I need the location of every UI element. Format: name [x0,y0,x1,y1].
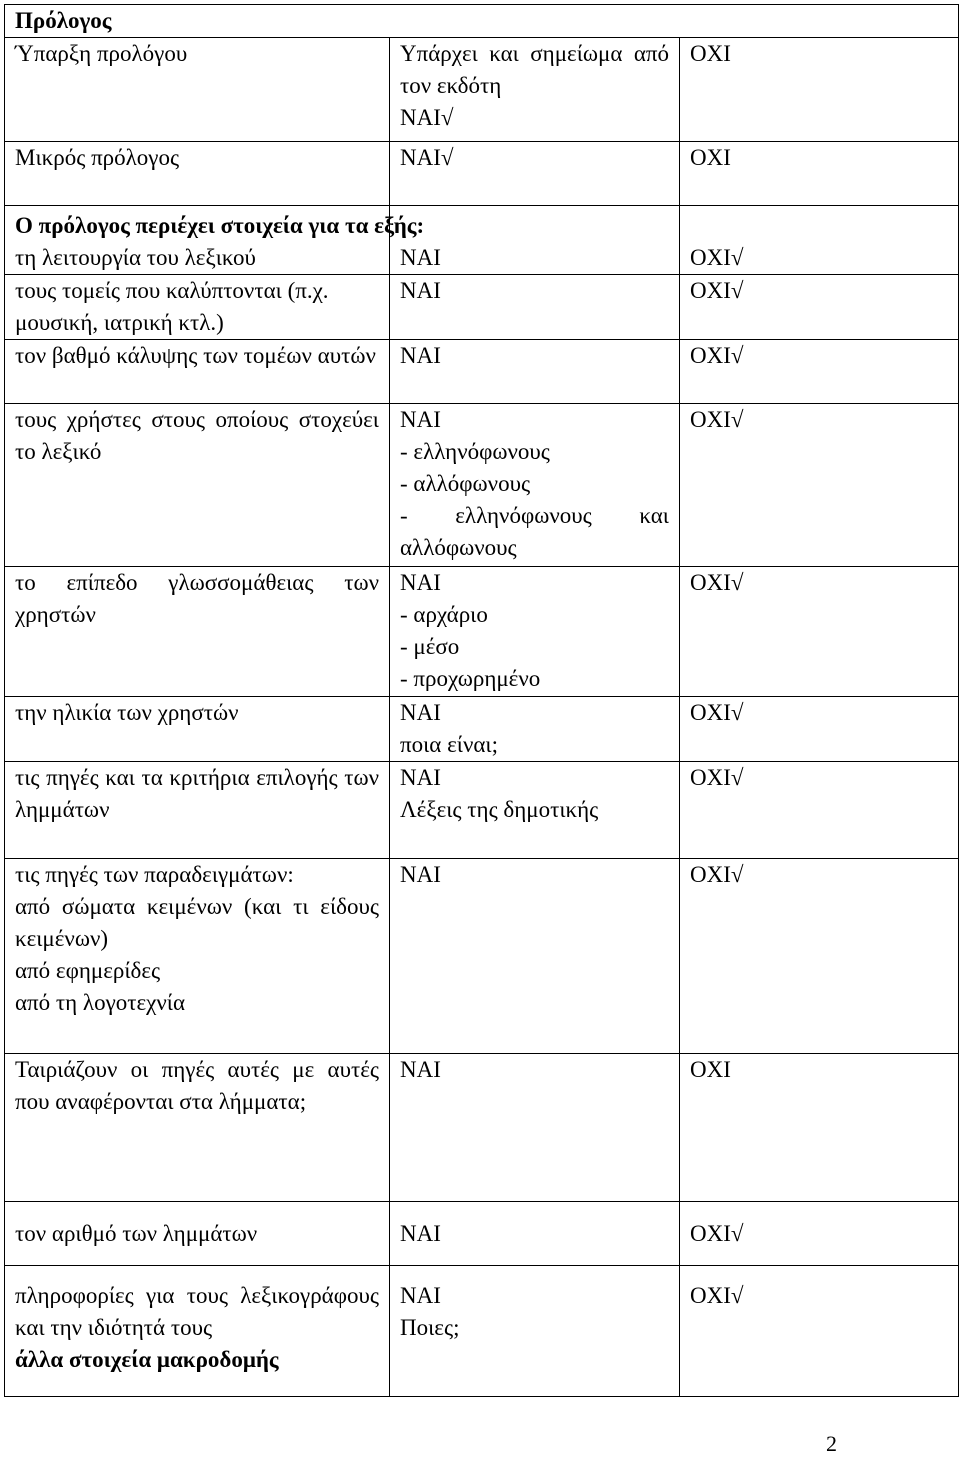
title-row [5,5,959,38]
yes-cell: ΝΑΙ - αρχάριο - μέσο - προχωρημένο [390,567,680,697]
no-cell: ΟΧΙ√ [680,859,959,1054]
table-row [5,340,959,404]
criterion-cell [5,1266,390,1397]
yes-option-both: - ελληνόφωνους και αλλόφωνους [400,503,669,560]
criterion-cell: τους τομείς που καλύπτονται (π.χ. μουσική, ιατρική κτλ.) [5,275,390,340]
criterion-cell: το επίπεδο γλωσσομάθειας των χρηστών [5,567,390,697]
no-cell: ΟΧΙ√ [680,567,959,697]
criterion-cell: τον αριθμό των λημμάτων [5,1202,390,1266]
yes-cell: ΝΑΙ [390,275,680,340]
table-row [5,206,959,275]
yes-cell: ΝΑΙ [390,1202,680,1266]
no-cell: ΟΧΙ [680,142,959,206]
table-row [5,1054,959,1202]
yes-options: ΝΑΙ - ελληνόφωνους - αλλόφωνους [400,407,550,496]
no-cell: ΟΧΙ√ [680,762,959,859]
yes-cell: Υπάρχει και σημείωμα από τον εκδότη ΝΑΙ√ [390,38,680,142]
criterion-text: τη λειτουργία του λεξικού [15,245,256,270]
yes-cell: ΝΑΙ [390,340,680,404]
yes-cell [390,404,680,567]
criterion-cell: τις πηγές και τα κριτήρια επιλογής των λημμάτων [5,762,390,859]
table-row [5,859,959,1054]
yes-cell: ΝΑΙ [390,1054,680,1202]
criterion-cell: τους χρήστες στους οποίους στοχεύει το λεξικό [5,404,390,567]
page-number: 2 [826,1431,837,1456]
no-cell: ΟΧΙ√ [680,1266,959,1397]
no-cell: ΟΧΙ [680,38,959,142]
criterion-cell: Μικρός πρόλογος [5,142,390,206]
macrostructure-table [4,4,959,1397]
table-row [5,762,959,859]
table-row [5,1266,959,1397]
criterion-cell: Ύπαρξη προλόγου [5,38,390,142]
macrostructure-heading: άλλα στοιχεία μακροδομής [15,1347,279,1372]
section-title: Πρόλογος [5,5,959,38]
no-cell: ΟΧΙ√ [680,275,959,340]
yes-cell: ΝΑΙ Ποιες; [390,1266,680,1397]
table-row [5,38,959,142]
yes-cell: ΝΑΙ Λέξεις της δημοτικής [390,762,680,859]
no-cell: ΟΧΙ√ [680,697,959,762]
table-row [5,567,959,697]
criterion-cell: τον βαθμό κάλυψης των τομέων αυτών [5,340,390,404]
criterion-text: πληροφορίες για τους λεξικογράφους και την ιδιότητά τους [15,1283,379,1340]
yes-cell: ΝΑΙ [390,859,680,1054]
table-row [5,404,959,567]
no-cell: ΟΧΙ [680,1054,959,1202]
no-cell: ΟΧΙ√ [680,206,959,275]
criterion-cell: την ηλικία των χρηστών [5,697,390,762]
table-row [5,142,959,206]
no-cell: ΟΧΙ√ [680,1202,959,1266]
group-heading: Ο πρόλογος περιέχει στοιχεία για τα εξής: [15,213,425,238]
no-cell: ΟΧΙ√ [680,404,959,567]
table-row [5,1202,959,1266]
no-cell: ΟΧΙ√ [680,340,959,404]
table-row [5,697,959,762]
criterion-cell: τις πηγές των παραδειγμάτων: από σώματα κειμένων (και τι είδους κειμένων) από εφημερίδες από τη λογοτεχνία [5,859,390,1054]
yes-cell: ΝΑΙ ποια είναι; [390,697,680,762]
yes-cell: ΝΑΙ√ [390,142,680,206]
table-row [5,275,959,340]
yes-cell: ΝΑΙ [390,206,680,275]
criterion-cell: Ταιριάζουν οι πηγές αυτές με αυτές που αναφέρονται στα λήμματα; [5,1054,390,1202]
